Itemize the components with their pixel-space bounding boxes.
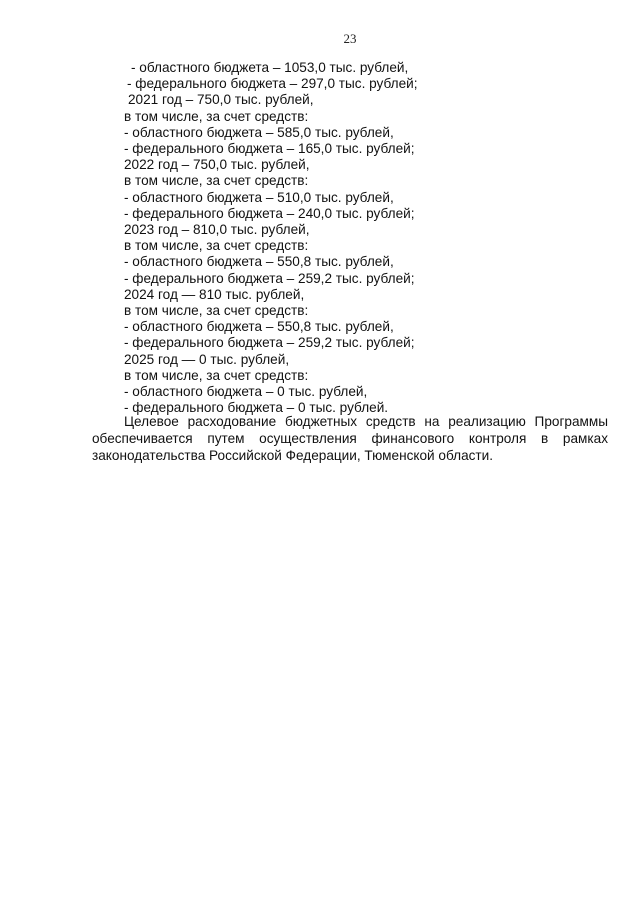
funding-line: - областного бюджета – 550,8 тыс. рублей, [124, 319, 394, 335]
funding-line: - областного бюджета – 0 тыс. рублей, [124, 384, 368, 400]
funding-line: 2023 год – 810,0 тыс. рублей, [124, 222, 310, 238]
funding-line: в том числе, за счет средств: [124, 367, 309, 383]
funding-line: в том числе, за счет средств: [124, 108, 309, 124]
funding-line: - областного бюджета – 510,0 тыс. рублей, [124, 189, 394, 205]
funding-line: 2021 год – 750,0 тыс. рублей, [128, 92, 314, 108]
funding-line: - федерального бюджета – 259,2 тыс. рублей; [124, 270, 415, 286]
funding-line: - федерального бюджета – 240,0 тыс. рублей; [124, 205, 415, 221]
funding-line: в том числе, за счет средств: [124, 238, 309, 254]
funding-line: 2022 год – 750,0 тыс. рублей, [124, 157, 310, 173]
page-number: 23 [343, 31, 357, 46]
control-paragraph: Целевое расходование бюджетных средств на реализацию Программы обеспечивается путем осуществления финансового контроля в рамках законодательства Российской Федерации, Тюменской области. [92, 414, 608, 463]
funding-line: - областного бюджета – 585,0 тыс. рублей, [124, 124, 394, 140]
funding-line: 2025 год — 0 тыс. рублей, [124, 351, 290, 367]
funding-line: в том числе, за счет средств: [124, 173, 309, 189]
funding-line: 2024 год — 810 тыс. рублей, [124, 286, 305, 302]
funding-line: - федерального бюджета – 297,0 тыс. рублей; [127, 76, 418, 92]
funding-line: в том числе, за счет средств: [124, 303, 309, 319]
funding-line: - федерального бюджета – 259,2 тыс. рублей; [124, 335, 415, 351]
funding-line: - федерального бюджета – 0 тыс. рублей. [124, 400, 389, 416]
funding-line: - областного бюджета – 1053,0 тыс. рублей, [131, 60, 409, 75]
funding-lines [124, 60, 418, 416]
funding-line: - федерального бюджета – 165,0 тыс. рублей; [124, 141, 415, 157]
funding-line: - областного бюджета – 550,8 тыс. рублей, [124, 254, 394, 270]
